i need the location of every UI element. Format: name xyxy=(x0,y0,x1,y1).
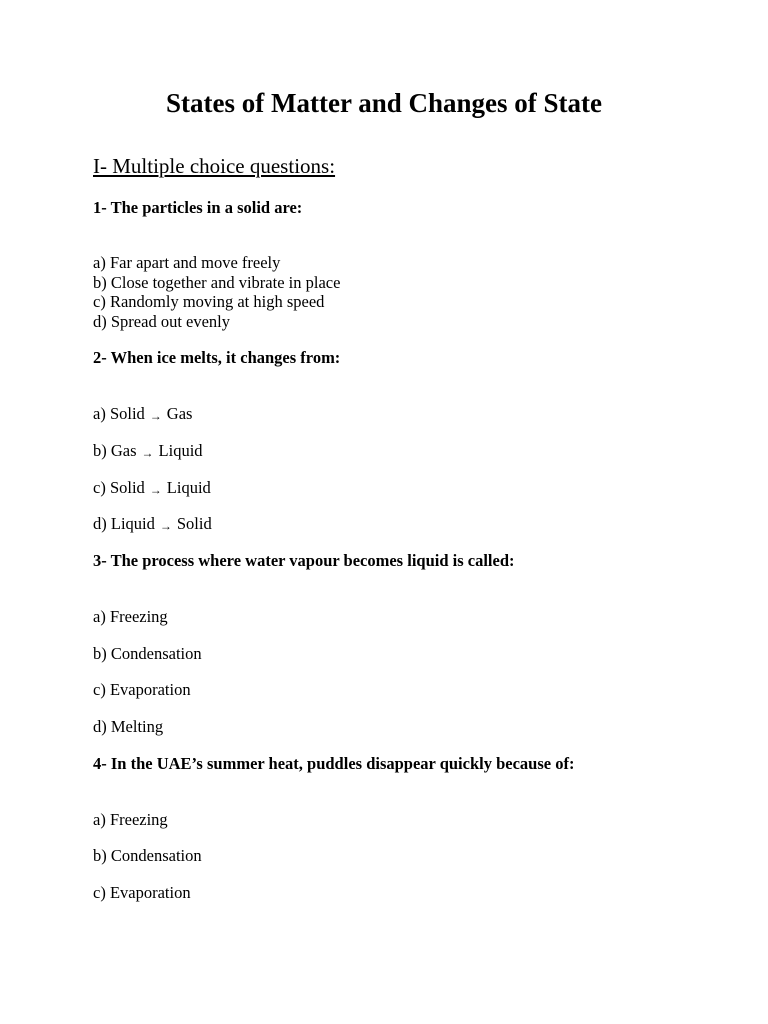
q3-option-d: d) Melting xyxy=(93,717,164,736)
q2-option-d-to: Solid xyxy=(176,514,212,533)
q4-option-b: b) Condensation xyxy=(93,846,202,865)
q1-option-b: b) Close together and vibrate in place xyxy=(93,273,341,292)
q2-option-d-from: d) Liquid xyxy=(93,514,155,533)
q3-option-a: a) Freezing xyxy=(93,607,168,626)
q2-option-c xyxy=(93,478,211,498)
q4-option-c: c) Evaporation xyxy=(93,883,191,902)
q2-option-b xyxy=(93,441,203,461)
question-3: 3- The process where water vapour becomes liquid is called: xyxy=(93,551,515,570)
q2-option-b-to: Liquid xyxy=(158,441,203,460)
q1-option-d: d) Spread out evenly xyxy=(93,312,231,331)
section-heading: I- Multiple choice questions: xyxy=(93,154,336,178)
question-4: 4- In the UAE’s summer heat, puddles disappear quickly because of: xyxy=(93,754,575,773)
q2-option-c-to: Liquid xyxy=(166,478,211,497)
q2-option-d xyxy=(93,514,212,534)
question-2: 2- When ice melts, it changes from: xyxy=(93,348,341,367)
q1-option-c: c) Randomly moving at high speed xyxy=(93,292,325,311)
q3-option-c: c) Evaporation xyxy=(93,680,191,699)
arrow-icon: → xyxy=(159,519,172,533)
q3-option-b: b) Condensation xyxy=(93,644,202,663)
q2-option-b-from: b) Gas xyxy=(93,441,137,460)
arrow-icon: → xyxy=(149,483,162,497)
q2-option-c-from: c) Solid xyxy=(93,478,145,497)
q2-option-a xyxy=(93,404,192,424)
q2-option-a-from: a) Solid xyxy=(93,404,145,423)
q4-option-a: a) Freezing xyxy=(93,810,168,829)
q1-option-a: a) Far apart and move freely xyxy=(93,253,281,272)
arrow-icon: → xyxy=(149,409,162,423)
question-1: 1- The particles in a solid are: xyxy=(93,198,303,217)
q2-option-a-to: Gas xyxy=(166,404,193,423)
arrow-icon: → xyxy=(141,446,154,460)
document-title: States of Matter and Changes of State xyxy=(166,88,602,118)
